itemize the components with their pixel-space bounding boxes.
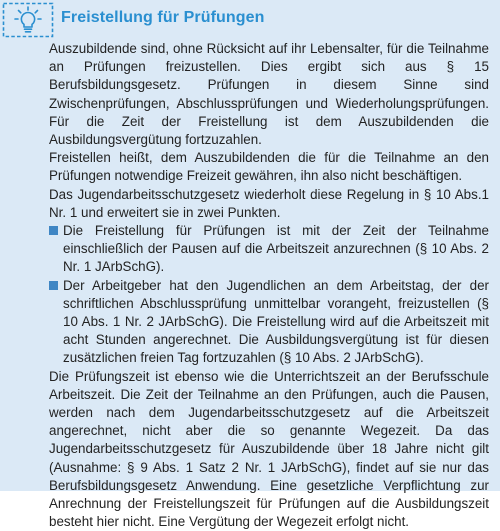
paragraph-freistellen: Freistellen heißt, dem Auszubildenden die für die Teilnahme an den Prüfungen notwendige Freizeit gewähren, ihn also nicht beschäftigen. <box>49 150 489 184</box>
square-bullet-icon <box>49 226 58 235</box>
section-body <box>49 40 489 531</box>
paragraph-pruefungszeit: Die Prüfungszeit ist ebenso wie die Unterrichtszeit an der Berufsschule Arbeitszeit. Die Zeit der Teilnahme an den Prüfungen, auch die Pausen, werden nach dem Jugendarbeitsschutzgesetz auf die Arbeitszeit angerechnet, nicht aber die so genannte Wegezeit. Da das Jugendarbeitsschutzgesetz für Auszubildende über 18 Jahre nicht gilt (Ausnahme: § 9 Abs. 1 Satz 2 Nr. 1 JArbSchG), findet auf sie nur das Berufsbildungsgesetz Anwendung. Eine gesetzliche Verpflichtung zur Anrechnung der Freistellungszeit für Prüfungen auf die Ausbildungszeit besteht hier nicht. Eine Vergütung der Wegezeit erfolgt nicht. <box>49 368 489 530</box>
lightbulb-icon <box>2 2 54 38</box>
bullet-list <box>49 222 489 368</box>
paragraph-jugendarbeitsschutz: Das Jugendarbeitsschutzgesetz wiederholt diese Regelung in § 10 Abs.1 Nr. 1 und erweitert sie in zwei Punkten. <box>49 186 489 220</box>
square-bullet-icon <box>49 281 58 290</box>
list-item-text: Die Freistellung für Prüfungen ist mit der Zeit der Teilnahme einschließlich der Pausen auf die Arbeitszeit anzurechnen (§ 10 Abs. 2 Nr. 1 JArbSchG). <box>63 223 489 275</box>
paragraph-intro: Auszubildende sind, ohne Rücksicht auf ihr Lebensalter, für die Teilnahme an Prüfungen freizustellen. Dies ergibt sich aus § 15 Berufsbildungsgesetz. Prüfungen in diesem Sinne sind Zwischenprüfungen, Abschlussprüfungen und Wiederholungsprüfungen. Für die Zeit der Freistellung ist dem Auszubildenden die Ausbildungsvergütung fortzuzahlen. <box>49 41 489 148</box>
list-item-text: Der Arbeitgeber hat den Jugendlichen an dem Arbeitstag, der der schriftlichen Abschlussprüfung unmittelbar vorangeht, freizustellen (§ 10 Abs. 1 Nr. 2 JArbSchG). Die Freistellung wird auf die Arbeitszeit mit acht Stunden angerechnet. Die Ausbildungsvergütung ist für diesen zusätzlichen freien Tag fortzuzahlen (§ 10 Abs. 2 JArbSchG). <box>63 277 489 366</box>
list-item <box>49 277 489 368</box>
section-title: Freistellung für Prüfungen <box>61 9 265 26</box>
list-item <box>49 222 489 277</box>
